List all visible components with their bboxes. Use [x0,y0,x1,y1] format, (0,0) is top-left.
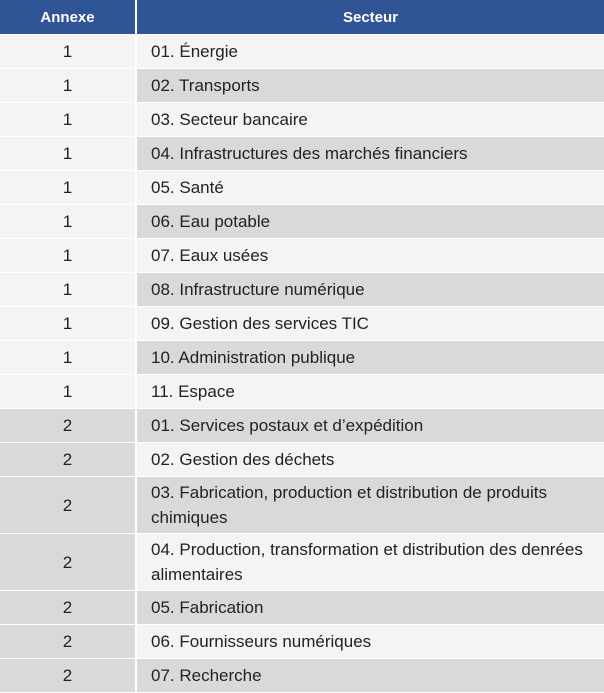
annexe-cell: 1 [0,239,136,273]
secteur-cell: 03. Fabrication, production et distribution de produits chimiques [136,477,604,534]
table-row [0,103,604,137]
secteur-cell: 07. Recherche [136,659,604,693]
annexe-cell: 1 [0,375,136,409]
annexe-cell: 2 [0,534,136,591]
annexe-cell: 1 [0,35,136,69]
annexe-cell: 2 [0,625,136,659]
annexe-cell: 1 [0,273,136,307]
table-row [0,625,604,659]
secteur-cell: 08. Infrastructure numérique [136,273,604,307]
secteur-cell: 03. Secteur bancaire [136,103,604,137]
table-row [0,239,604,273]
table-row [0,35,604,69]
table-row [0,591,604,625]
table-row [0,409,604,443]
annexe-cell: 1 [0,307,136,341]
annexe-cell: 2 [0,591,136,625]
secteur-cell: 04. Infrastructures des marchés financiers [136,137,604,171]
secteur-cell: 07. Eaux usées [136,239,604,273]
table-row [0,375,604,409]
header-row [0,0,604,35]
table-row [0,307,604,341]
secteur-cell: 01. Énergie [136,35,604,69]
header-secteur: Secteur [136,0,604,35]
annexe-cell: 2 [0,443,136,477]
table-row [0,205,604,239]
table-row [0,341,604,375]
secteur-cell: 04. Production, transformation et distribution des denrées alimentaires [136,534,604,591]
table-row [0,659,604,693]
secteur-cell: 02. Transports [136,69,604,103]
secteur-cell: 06. Eau potable [136,205,604,239]
secteur-cell: 11. Espace [136,375,604,409]
table-row [0,69,604,103]
secteur-cell: 10. Administration publique [136,341,604,375]
table-row [0,534,604,591]
header-annexe: Annexe [0,0,136,35]
annexe-cell: 1 [0,103,136,137]
annexe-cell: 2 [0,477,136,534]
annexe-cell: 1 [0,69,136,103]
secteur-cell: 01. Services postaux et d’expédition [136,409,604,443]
table-row [0,477,604,534]
table-row [0,443,604,477]
table-row [0,273,604,307]
secteur-cell: 02. Gestion des déchets [136,443,604,477]
secteur-cell: 09. Gestion des services TIC [136,307,604,341]
secteur-cell: 06. Fournisseurs numériques [136,625,604,659]
annexe-cell: 2 [0,659,136,693]
annexe-cell: 1 [0,137,136,171]
table-row [0,171,604,205]
secteur-cell: 05. Fabrication [136,591,604,625]
annexe-cell: 1 [0,171,136,205]
table-row [0,137,604,171]
secteur-cell: 05. Santé [136,171,604,205]
annexe-cell: 2 [0,409,136,443]
annexe-cell: 1 [0,341,136,375]
annexe-cell: 1 [0,205,136,239]
